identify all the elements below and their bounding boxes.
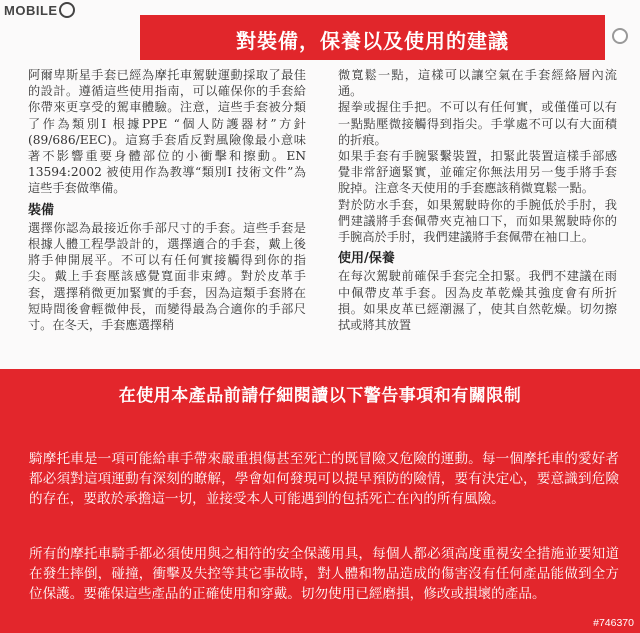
mobile01-logo (4, 3, 75, 20)
warning-title: 在使用本產品前請仔細閱讀以下警告事項和有關限制 (118, 386, 522, 406)
waterproof-paragraph: 對於防水手套，如果駕駛時你的手腕低於手肘，我們建議將手套佩帶夾克袖口下，而如果駕駛時你的手腕高於手肘，我們建議將手套佩帶在袖口上。 (338, 197, 617, 245)
equipment-paragraph: 選擇你認為最接近你手部尺寸的手套。這些手套是根據人體工程學設計的，選擇適合的手套，戴上後將手伸開展平。不可以有任何實接觸得到你的指尖。戴上手套壓該感覺寬面非束縛。對於皮革手套，選擇稍微更加緊實的手套，因為這類手套將在短時間後會輕微伸長，而變得最為合適你的手部尺寸。在冬天，手套應選擇稍 (28, 220, 306, 333)
wrist-paragraph: 如果手套有手腕緊繫裝置，扣緊此裝置這樣手部感覺非常舒適緊實，並確定你無法用另一隻手將手套脫掉。注意冬天使用的手套應該稍微寬鬆一點。 (338, 149, 617, 196)
warning-paragraph-1: 騎摩托車是一項可能給車手帶來嚴重損傷甚至死亡的既冒險又危險的運動。每一個摩托車的愛好者都必須對這項運動有深刻的瞭解，學會如何發現可以提早預防的險情，要有決定心，要意識到危險的存在，要敢於承擔這一切，並接受本人可能遇到的包括死亡在內的所有風險。 (29, 451, 619, 507)
continued-paragraph: 微寬鬆一點，這樣可以讓空氣在手套經絡層內流通。 (338, 68, 617, 99)
left-column (28, 67, 306, 333)
image-code: #746370 (593, 617, 634, 629)
warning-section (0, 369, 640, 633)
page-title: 對裝備，保養以及使用的建議 (236, 29, 509, 53)
use-care-heading: 使用/保養 (338, 251, 395, 267)
punch-hole-icon (612, 28, 628, 44)
intro-paragraph: 阿爾卑斯星手套已經為摩托車駕駛運動採取了最佳的設計。遵循這些使用指南，可以確保你的手套給你帶來更享受的駕車體驗。注意，這些手套被分類了作為類別I 根據PPE “個人防護器材”方針(89/686/EEC)。這寫手套盾反對風險像最小意味著不影響重要身體部位的小衝擊和擦動。EN 13594:2002 被使用作為教導“類別I 技術文件”為這些手套做準備。 (28, 68, 306, 196)
warning-paragraph-2: 所有的摩托車騎手都必須使用與之相符的安全保護用具，每個人都必須高度重視安全措施並要知道在發生摔倒，碰撞，衝擊及失控等其它事故時，對人體和物品造成的傷害沒有任何產品能做到全方位保護。要確保這些產品的正確使用和穿戴。切勿使用已經磨損，修改或損壞的產品。 (29, 546, 619, 602)
equipment-heading: 裝備 (28, 202, 55, 218)
right-column (338, 67, 617, 333)
use-care-paragraph: 在每次駕駛前確保手套完全扣緊。我們不建議在雨中佩帶皮革手套。因為皮革乾燥其強度會有所折損。如果皮革已經潮濕了，使其自然乾燥。切勿擦拭或將其放置 (338, 269, 617, 333)
logo-text: MOBILE (4, 3, 58, 18)
grip-paragraph: 握拳或握住手把。不可以有任何實，或僅僅可以有一點點壓微接觸得到指尖。手掌處不可以有大面積的折痕。 (338, 100, 617, 147)
header-banner (140, 15, 605, 60)
logo-mark-icon (59, 2, 75, 18)
